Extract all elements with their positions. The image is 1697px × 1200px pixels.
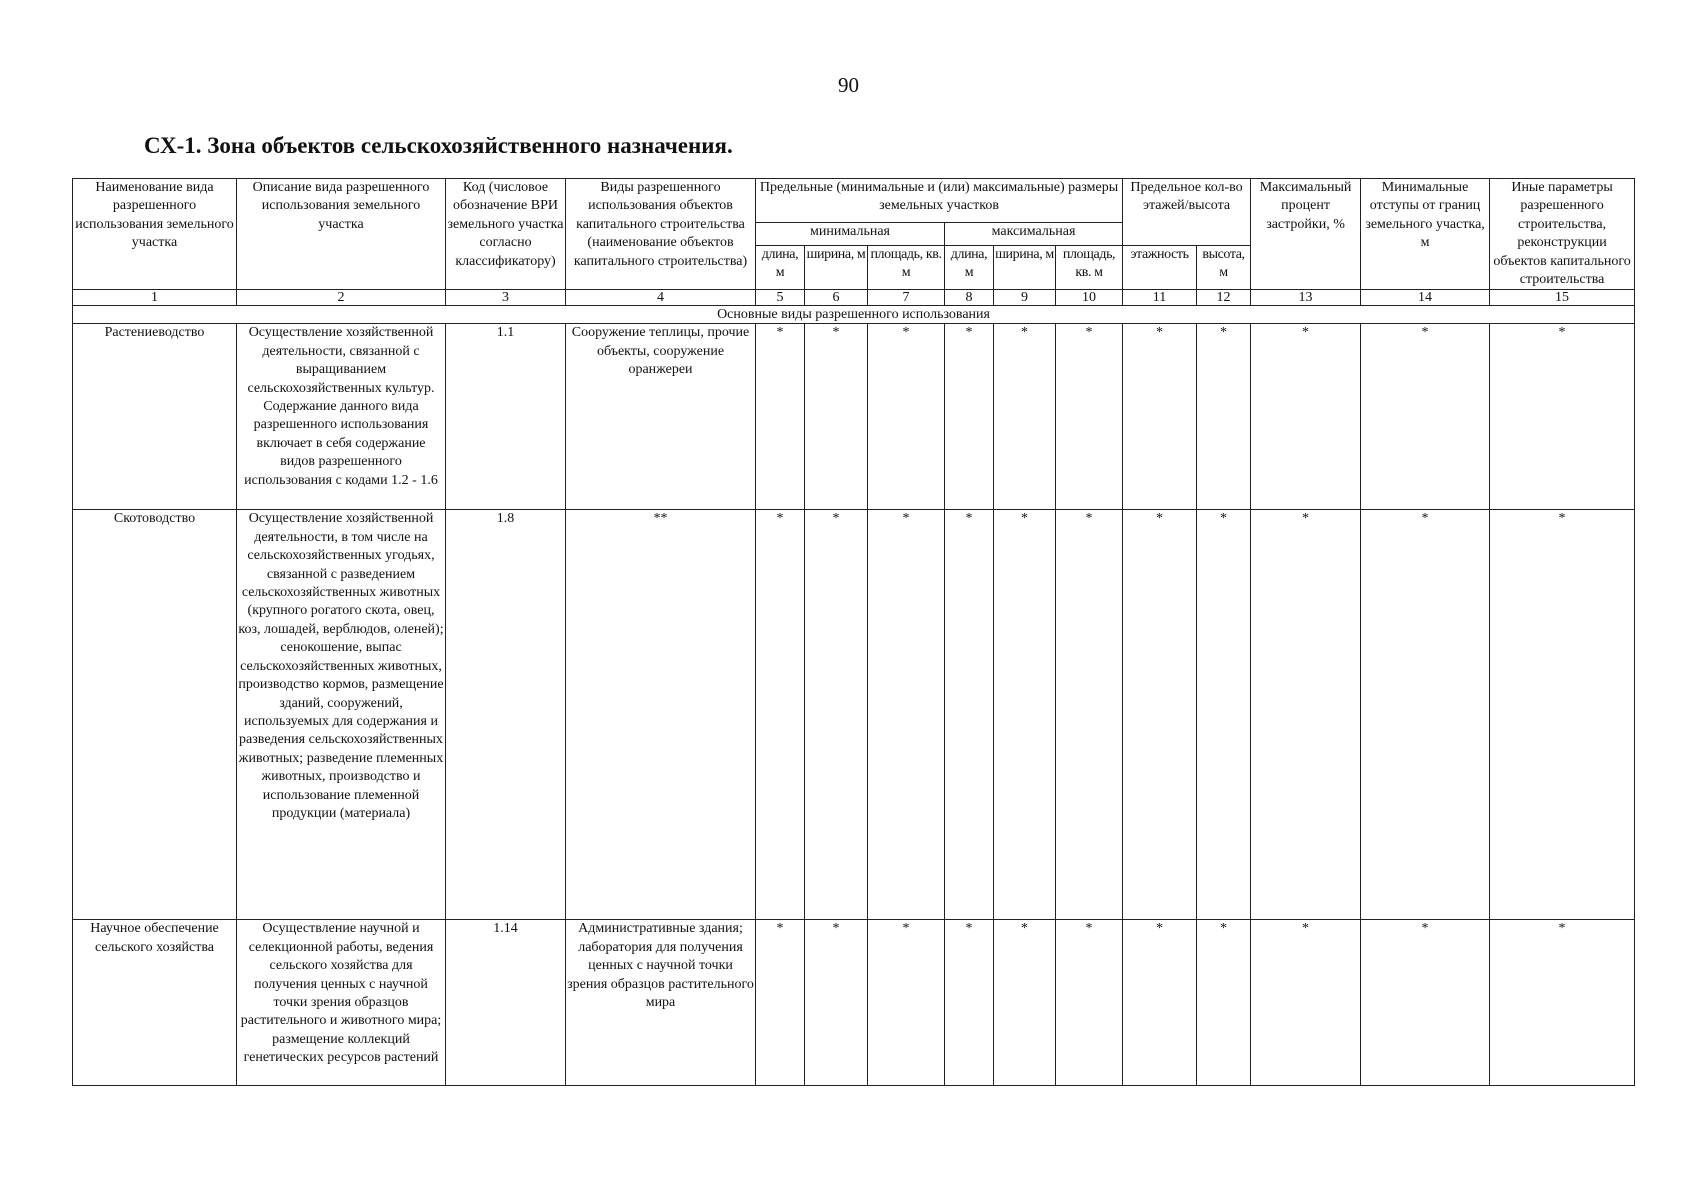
column-number: 11: [1123, 290, 1197, 306]
zone-title: СХ-1. Зона объектов сельскохозяйственного назначения.: [144, 133, 733, 158]
land-use-name: Скотоводство: [73, 510, 237, 920]
max-width-value: *: [994, 324, 1056, 510]
height-value: *: [1197, 510, 1251, 920]
header-floors: этажность: [1123, 246, 1197, 290]
min-area-value: *: [868, 510, 945, 920]
column-number: 2: [237, 290, 446, 306]
header-plot-size-limits: Предельные (минимальные и (или) максимальные) размеры земельных участков: [756, 179, 1123, 223]
column-number: 9: [994, 290, 1056, 306]
min-width-value: *: [805, 920, 868, 1086]
max-width-value: *: [994, 920, 1056, 1086]
floors-value: *: [1123, 324, 1197, 510]
other-parameters-value: *: [1490, 510, 1635, 920]
construction-objects: Сооружение теплицы, прочие объекты, сооружение оранжереи: [566, 324, 756, 510]
min-area-value: *: [868, 324, 945, 510]
header-land-use-description: Описание вида разрешенного использования земельного участка: [237, 179, 446, 290]
max-coverage-value: *: [1251, 920, 1361, 1086]
land-use-name: Научное обеспечение сельского хозяйства: [73, 920, 237, 1086]
max-length-value: *: [945, 324, 994, 510]
land-use-description: Осуществление хозяйственной деятельности, связанной с выращиванием сельскохозяйственных культур. Содержание данного вида разрешенного использования включает в себя содержание видов разрешенного использования с кодами 1.2 - 1.6: [237, 324, 446, 510]
header-minimum-group: минимальная: [756, 223, 945, 246]
header-row-1: [73, 179, 1635, 223]
column-number: 6: [805, 290, 868, 306]
max-length-value: *: [945, 920, 994, 1086]
min-width-value: *: [805, 324, 868, 510]
header-min-length: длина, м: [756, 246, 805, 290]
column-number: 15: [1490, 290, 1635, 306]
min-length-value: *: [756, 324, 805, 510]
header-construction-use-types: Виды разрешенного использования объектов капитального строительства (наименование объектов капитального строительства): [566, 179, 756, 290]
height-value: *: [1197, 920, 1251, 1086]
min-area-value: *: [868, 920, 945, 1086]
construction-objects: Административные здания; лаборатория для получения ценных с научной точки зрения образцов растительного мира: [566, 920, 756, 1086]
column-number: 4: [566, 290, 756, 306]
header-height: высота, м: [1197, 246, 1251, 290]
max-coverage-value: *: [1251, 510, 1361, 920]
min-length-value: *: [756, 510, 805, 920]
floors-value: *: [1123, 510, 1197, 920]
land-use-description: Осуществление хозяйственной деятельности, в том числе на сельскохозяйственных угодьях, связанной с разведением сельскохозяйственных животных (крупного рогатого скота, овец, коз, лошадей, верблюдов, оленей); сенокошение, выпас сельскохозяйственных животных, производство кормов, размещение зданий, сооружений, используемых для содержания и разведения сельскохозяйственных животных; разведение племенных животных, производство и использование племенной продукции (материала): [237, 510, 446, 920]
header-max-length: длина, м: [945, 246, 994, 290]
page-number: 90: [838, 73, 859, 97]
max-coverage-value: *: [1251, 324, 1361, 510]
section-row: [73, 306, 1635, 324]
column-number: 14: [1361, 290, 1490, 306]
max-area-value: *: [1056, 324, 1123, 510]
min-length-value: *: [756, 920, 805, 1086]
column-number: 1: [73, 290, 237, 306]
header-max-width: ширина, м: [994, 246, 1056, 290]
column-number: 13: [1251, 290, 1361, 306]
column-number: 8: [945, 290, 994, 306]
height-value: *: [1197, 324, 1251, 510]
header-min-setbacks: Минимальные отступы от границ земельного участка, м: [1361, 179, 1490, 290]
floors-value: *: [1123, 920, 1197, 1086]
land-use-description: Осуществление научной и селекционной работы, ведения сельского хозяйства для получения ценных с научной точки зрения образцов растительного и животного мира; размещение коллекций генетических ресурсов растений: [237, 920, 446, 1086]
column-number: 5: [756, 290, 805, 306]
table-row: [73, 510, 1635, 920]
min-setback-value: *: [1361, 324, 1490, 510]
min-setback-value: *: [1361, 920, 1490, 1086]
header-land-use-name: Наименование вида разрешенного использования земельного участка: [73, 179, 237, 290]
land-use-code: 1.8: [446, 510, 566, 920]
header-min-area: площадь, кв. м: [868, 246, 945, 290]
min-setback-value: *: [1361, 510, 1490, 920]
column-number: 7: [868, 290, 945, 306]
land-use-code: 1.14: [446, 920, 566, 1086]
max-width-value: *: [994, 510, 1056, 920]
other-parameters-value: *: [1490, 324, 1635, 510]
header-max-area: площадь, кв. м: [1056, 246, 1123, 290]
column-number: 10: [1056, 290, 1123, 306]
table-row: [73, 324, 1635, 510]
construction-objects: **: [566, 510, 756, 920]
header-floors-height-limits: Предельное кол-во этажей/высота: [1123, 179, 1251, 246]
header-other-parameters: Иные параметры разрешенного строительства, реконструкции объектов капитального строительства: [1490, 179, 1635, 290]
column-number: 12: [1197, 290, 1251, 306]
land-use-code: 1.1: [446, 324, 566, 510]
header-maximum-group: максимальная: [945, 223, 1123, 246]
min-width-value: *: [805, 510, 868, 920]
section-title: Основные виды разрешенного использования: [73, 306, 1635, 324]
land-use-name: Растениеводство: [73, 324, 237, 510]
column-number: 3: [446, 290, 566, 306]
other-parameters-value: *: [1490, 920, 1635, 1086]
max-length-value: *: [945, 510, 994, 920]
max-area-value: *: [1056, 920, 1123, 1086]
zone-regulations-table: [72, 178, 1635, 1086]
max-area-value: *: [1056, 510, 1123, 920]
header-max-coverage-percent: Максимальный процент застройки, %: [1251, 179, 1361, 290]
header-land-use-code: Код (числовое обозначение ВРИ земельного участка согласно классификатору): [446, 179, 566, 290]
header-min-width: ширина, м: [805, 246, 868, 290]
column-number-row: [73, 290, 1635, 306]
table-row: [73, 920, 1635, 1086]
